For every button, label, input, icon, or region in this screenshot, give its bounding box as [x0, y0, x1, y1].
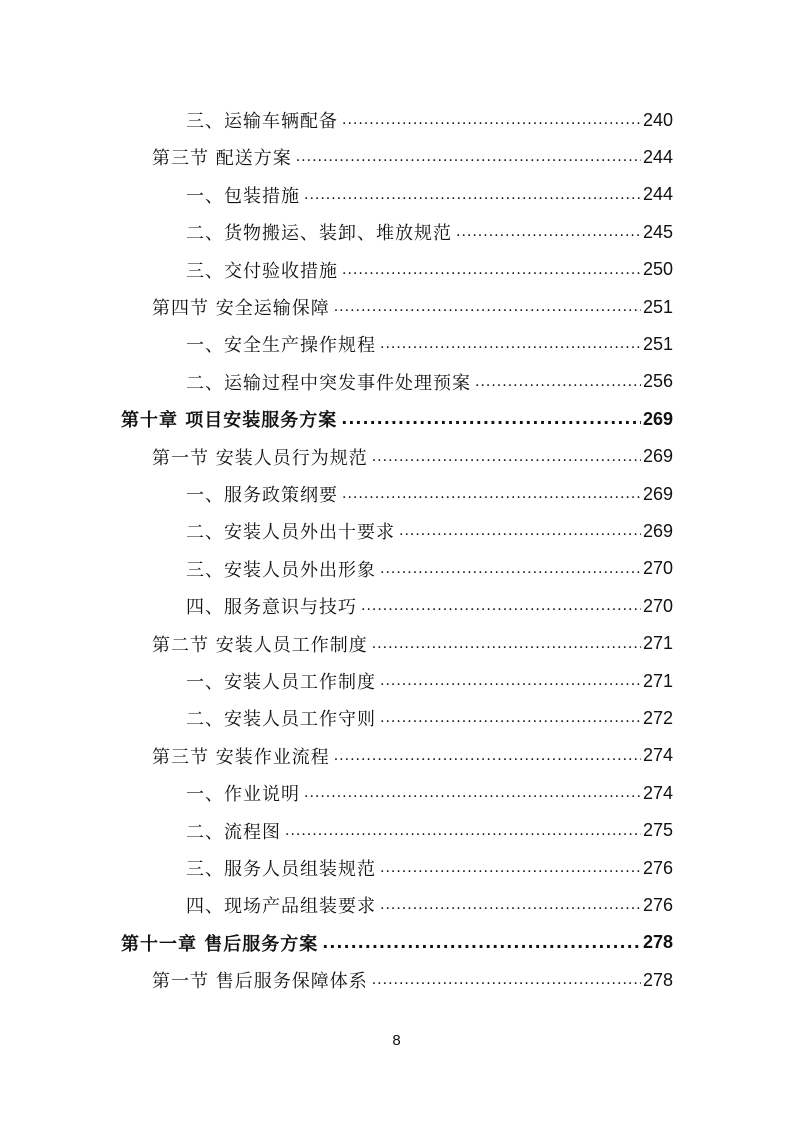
toc-entry-title: 四、现场产品组装要求	[186, 896, 376, 918]
toc-subsection-entry[interactable]	[186, 666, 673, 696]
toc-entry-title: 一、安全生产操作规程	[186, 335, 376, 357]
toc-entry-page-number: 244	[642, 184, 673, 205]
toc-subsection-entry[interactable]	[186, 180, 673, 210]
toc-leader-dots	[322, 928, 641, 958]
toc-leader-dots	[380, 703, 641, 733]
toc-entry-title: 第一节 安装人员行为规范	[152, 447, 368, 469]
toc-entry-title: 第四节 安全运输保障	[152, 298, 330, 319]
toc-entry-title: 二、货物搬运、装卸、堆放规范	[186, 223, 452, 245]
toc-entry-page-number: 270	[642, 558, 673, 579]
toc-subsection-entry[interactable]	[186, 516, 673, 546]
toc-leader-dots	[304, 180, 641, 210]
toc-entry-title: 一、安装人员工作制度	[186, 672, 376, 693]
toc-entry-page-number: 270	[642, 595, 673, 616]
toc-subsection-entry[interactable]	[186, 217, 673, 247]
toc-subsection-entry[interactable]	[186, 703, 673, 733]
toc-entry-title: 一、作业说明	[186, 784, 300, 806]
toc-leader-dots	[372, 629, 641, 659]
toc-leader-dots	[285, 816, 641, 846]
page-number: 8	[392, 1032, 401, 1049]
toc-entry-page-number: 269	[642, 483, 673, 504]
toc-entry-page-number: 272	[642, 707, 673, 728]
toc-subsection-entry[interactable]	[186, 255, 673, 285]
toc-entry-page-number: 256	[642, 371, 673, 392]
toc-entry-page-number: 278	[642, 969, 673, 990]
toc-entry-page-number: 276	[642, 894, 673, 915]
toc-entry-title: 二、流程图	[186, 821, 281, 843]
toc-entry-title: 三、服务人员组装规范	[186, 859, 376, 880]
toc-entry-title: 四、服务意识与技巧	[186, 597, 357, 619]
toc-subsection-entry[interactable]	[186, 890, 673, 920]
toc-leader-dots	[334, 292, 641, 322]
toc-entry-title: 第三节 配送方案	[152, 148, 292, 170]
toc-subsection-entry[interactable]	[186, 329, 673, 359]
toc-entry-title: 三、安装人员外出形象	[186, 559, 376, 581]
toc-leader-dots	[475, 367, 641, 397]
toc-entry-page-number: 269	[642, 408, 673, 429]
toc-leader-dots	[380, 554, 641, 584]
toc-entry-title: 二、运输过程中突发事件处理预案	[186, 372, 471, 394]
toc-entry-page-number: 250	[642, 259, 673, 280]
toc-entry-page-number: 274	[642, 745, 673, 766]
toc-entry-title: 第二节 安装人员工作制度	[152, 634, 368, 656]
toc-chapter-entry[interactable]	[121, 404, 673, 434]
toc-entry-title: 二、安装人员外出十要求	[186, 522, 395, 544]
toc-subsection-entry[interactable]	[186, 554, 673, 584]
toc-entry-page-number: 269	[642, 520, 673, 541]
toc-leader-dots	[296, 142, 641, 172]
toc-entry-page-number: 251	[642, 296, 673, 317]
toc-leader-dots	[380, 890, 641, 920]
toc-entry-title: 第一节 售后服务保障体系	[152, 971, 368, 993]
toc-section-entry[interactable]	[152, 442, 673, 472]
toc-subsection-entry[interactable]	[186, 853, 673, 883]
toc-entry-title: 二、安装人员工作守则	[186, 709, 376, 731]
toc-leader-dots	[342, 255, 641, 285]
toc-subsection-entry[interactable]	[186, 479, 673, 509]
toc-entry-title: 第十一章 售后服务方案	[121, 933, 319, 955]
toc-entry-title: 第十章 项目安装服务方案	[121, 410, 338, 432]
toc-entry-page-number: 276	[642, 857, 673, 878]
toc-subsection-entry[interactable]	[186, 591, 673, 621]
toc-subsection-entry[interactable]	[186, 105, 673, 135]
toc-subsection-entry[interactable]	[186, 367, 673, 397]
toc-subsection-entry[interactable]	[186, 778, 673, 808]
toc-section-entry[interactable]	[152, 292, 673, 322]
toc-leader-dots	[342, 105, 641, 135]
toc-entry-page-number: 278	[642, 932, 673, 953]
toc-section-entry[interactable]	[152, 965, 673, 995]
toc-leader-dots	[304, 778, 641, 808]
toc-entry-title: 一、包装措施	[186, 185, 300, 207]
toc-entry-page-number: 271	[642, 670, 673, 691]
toc-leader-dots	[372, 965, 641, 995]
toc-leader-dots	[380, 329, 641, 359]
toc-leader-dots	[380, 666, 641, 696]
toc-entry-title: 第三节 安装作业流程	[152, 746, 330, 768]
toc-entry-page-number: 271	[642, 633, 673, 654]
toc-entry-title: 一、服务政策纲要	[186, 485, 338, 506]
toc-entry-title: 三、交付验收措施	[186, 260, 338, 282]
toc-leader-dots	[342, 479, 641, 509]
toc-leader-dots	[380, 853, 641, 883]
toc-section-entry[interactable]	[152, 142, 673, 172]
toc-leader-dots	[341, 404, 641, 434]
toc-entry-page-number: 274	[642, 782, 673, 803]
toc-entry-title: 三、运输车辆配备	[186, 111, 338, 132]
toc-entry-page-number: 269	[642, 446, 673, 467]
toc-leader-dots	[372, 442, 641, 472]
toc-chapter-entry[interactable]	[121, 928, 673, 958]
toc-leader-dots	[456, 217, 641, 247]
toc-entry-page-number: 251	[642, 333, 673, 354]
toc-subsection-entry[interactable]	[186, 816, 673, 846]
toc-leader-dots	[399, 516, 641, 546]
toc-leader-dots	[361, 591, 641, 621]
toc-leader-dots	[334, 741, 641, 771]
toc-entry-page-number: 244	[642, 146, 673, 167]
toc-entry-page-number: 240	[642, 109, 673, 130]
toc-section-entry[interactable]	[152, 629, 673, 659]
toc-section-entry[interactable]	[152, 741, 673, 771]
toc-entry-page-number: 245	[642, 221, 673, 242]
toc-entry-page-number: 275	[642, 820, 673, 841]
